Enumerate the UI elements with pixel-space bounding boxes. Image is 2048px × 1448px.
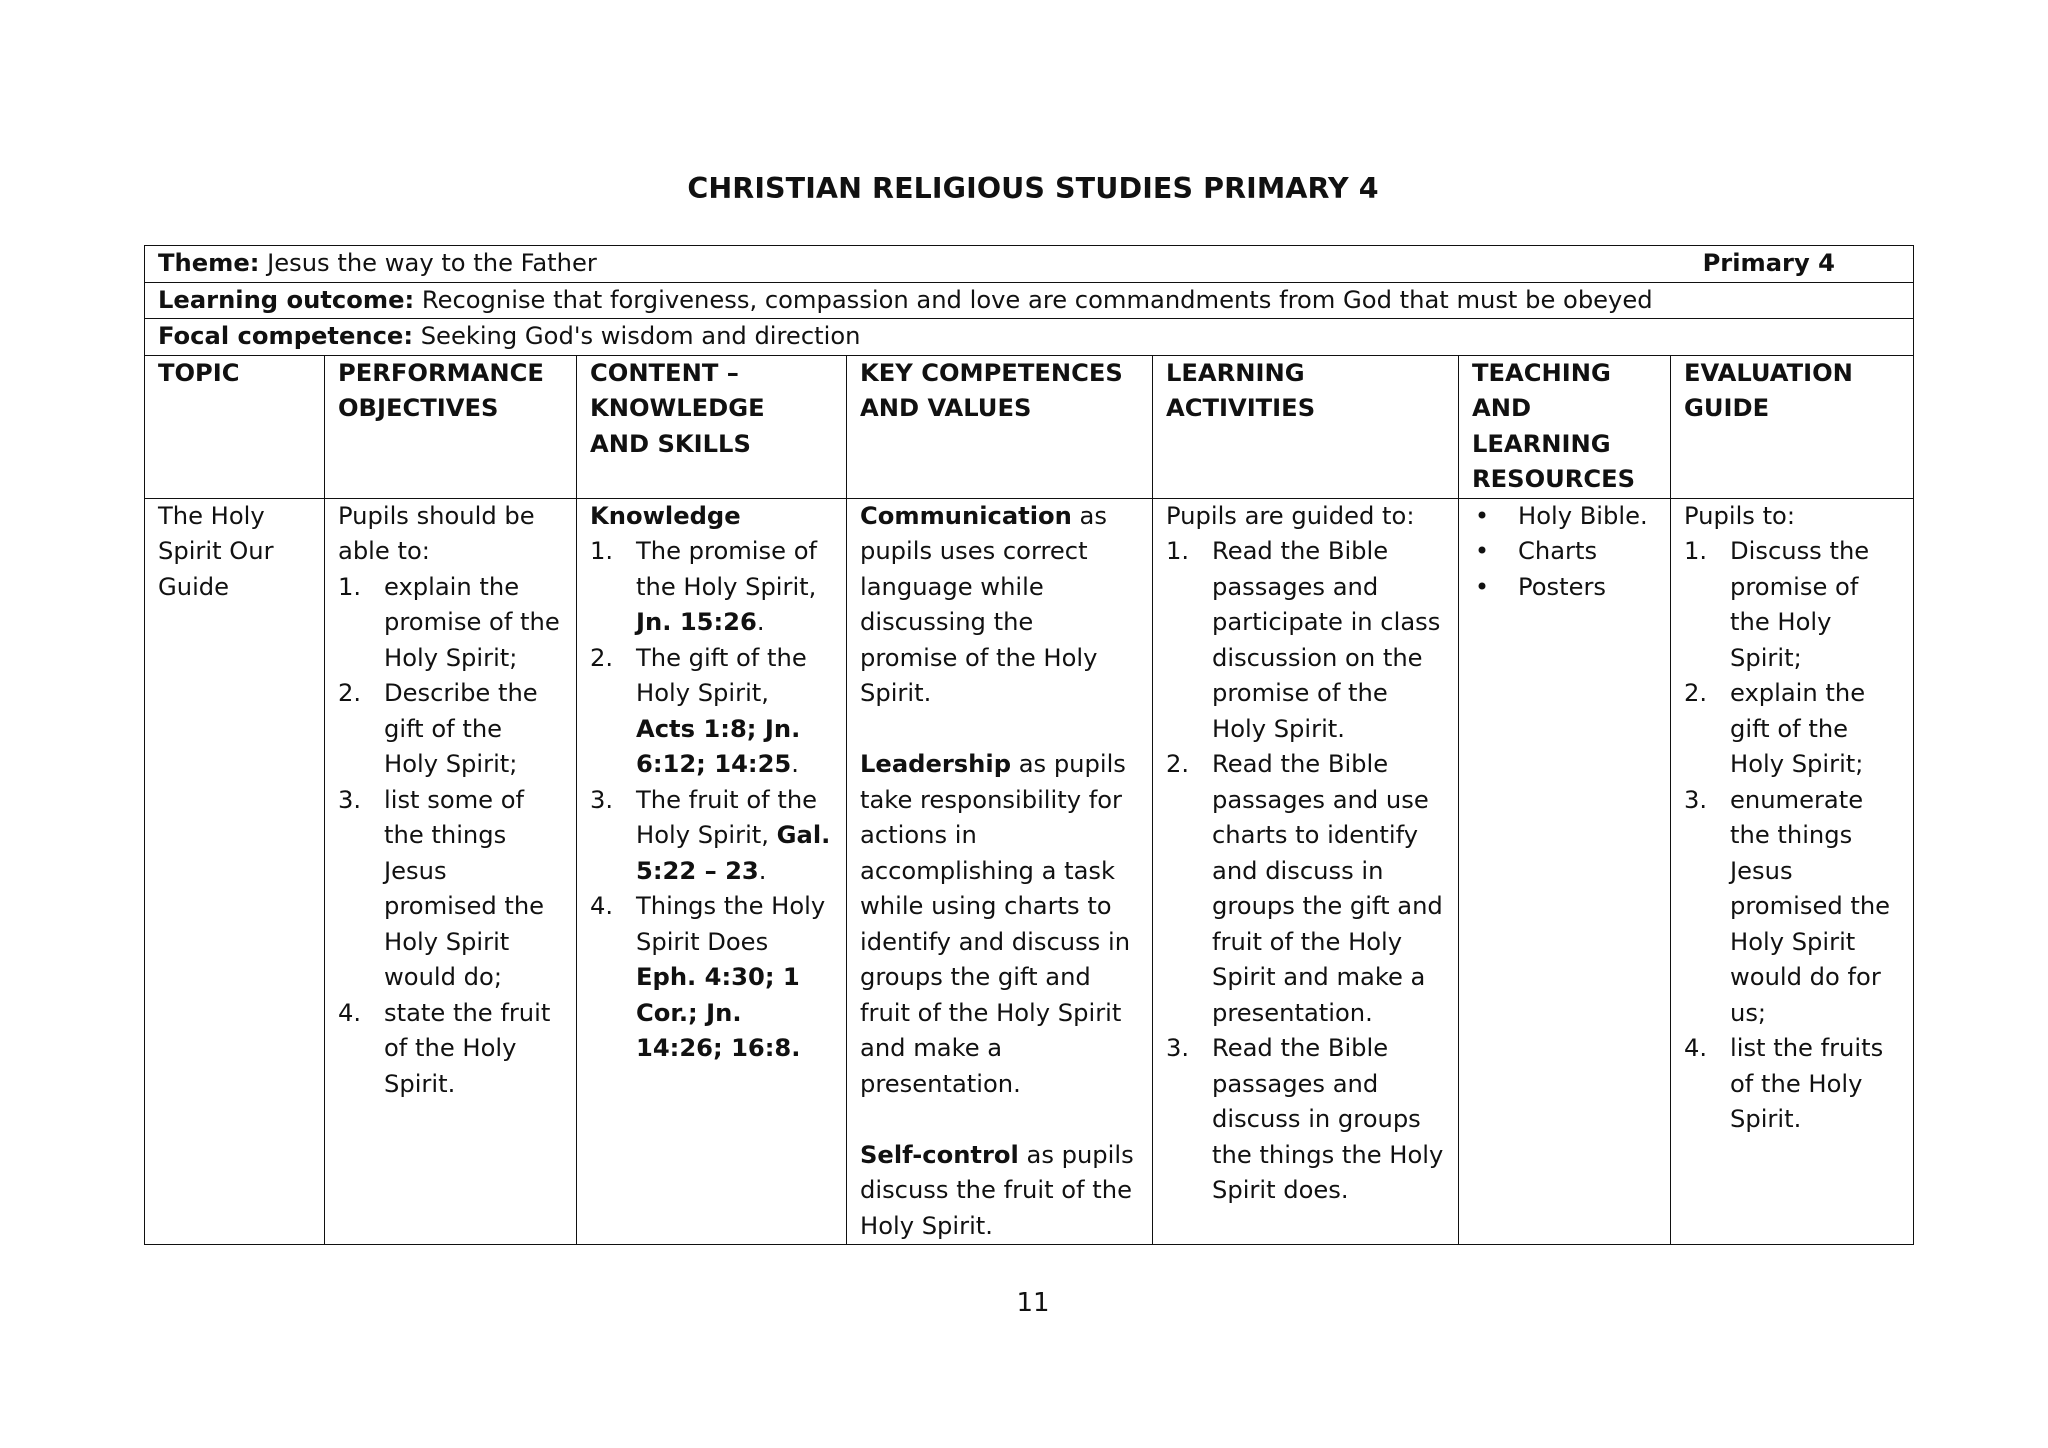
topic-cell: [145, 498, 325, 1245]
list-item: [1166, 747, 1444, 1031]
competence-term: Leadership: [860, 750, 1012, 778]
item-number: 3.: [1684, 785, 1708, 814]
list-item: [590, 534, 832, 641]
header-teaching-resources: TEACHING AND LEARNING RESOURCES: [1459, 355, 1671, 498]
learning-outcome-label: Learning outcome:: [158, 285, 415, 314]
content-cell: [577, 498, 847, 1245]
item-number: 4.: [1684, 1034, 1708, 1062]
header-evaluation-guide: EVALUATION GUIDE: [1671, 355, 1914, 498]
table-row: [145, 498, 1914, 1245]
evaluation-intro: Pupils to:: [1684, 501, 1796, 530]
header-topic: TOPIC: [145, 355, 325, 498]
bible-reference: Gal. 5:22 – 23: [636, 821, 831, 885]
learning-outcome-cell: [145, 282, 1914, 319]
item-text: Things the Holy Spirit Does: [636, 892, 826, 956]
item-number: 1.: [338, 572, 362, 601]
item-text: explain the promise of the Holy Spirit;: [384, 572, 560, 672]
item-text: list the fruits of the Holy Spirit.: [1730, 1034, 1884, 1133]
list-item: [338, 570, 562, 677]
bible-reference: Acts 1:8; Jn. 6:12; 14:25: [636, 714, 801, 778]
item-text: The promise of the Holy Spirit,: [636, 537, 818, 601]
competence-self-control: [860, 1138, 1138, 1245]
list-item: [1472, 570, 1656, 606]
header-key-competences: KEY COMPETENCES AND VALUES: [847, 355, 1153, 498]
list-item: [590, 641, 832, 783]
list-item: [338, 676, 562, 783]
item-text: enumerate the things Jesus promised the Holy Spirit would do for us;: [1730, 785, 1891, 1027]
list-item: [1472, 534, 1656, 570]
item-number: 3.: [1166, 1034, 1190, 1062]
item-number: 2.: [590, 643, 614, 672]
item-text: Read the Bible passages and participate in class discussion on the promise of the Holy Spirit.: [1212, 537, 1441, 743]
focal-competence-cell: [145, 319, 1914, 356]
learning-outcome-value: Recognise that forgiveness, compassion and love are commandments from God that must be obeyed: [414, 285, 1653, 314]
bible-reference: Eph. 4:30; 1 Cor.; Jn. 14:26; 16:8.: [636, 963, 801, 1062]
item-number: 2.: [338, 679, 362, 707]
objectives-intro: Pupils should be able to:: [338, 501, 535, 565]
activities-intro: Pupils are guided to:: [1166, 501, 1415, 530]
class-level-label: Primary 4: [1702, 249, 1835, 277]
theme-value: Jesus the way to the Father: [259, 249, 597, 277]
evaluation-guide-cell: [1671, 498, 1914, 1245]
list-item: [1166, 1031, 1444, 1209]
column-header-row: [145, 355, 1914, 498]
evaluation-list: [1684, 534, 1899, 1138]
item-number: 4.: [590, 892, 614, 920]
item-number: 1.: [590, 537, 614, 565]
bullet-icon: •: [1474, 572, 1490, 601]
item-number: 2.: [1166, 750, 1190, 778]
item-number: 4.: [338, 998, 362, 1027]
competence-term: Communication: [860, 501, 1072, 530]
knowledge-list: [590, 534, 832, 1067]
competence-term: Self-control: [860, 1140, 1019, 1169]
item-text: list some of the things Jesus promised the Holy Spirit would do;: [384, 785, 545, 991]
page-number: 11: [1016, 1288, 1050, 1318]
competence-leadership: [860, 747, 1138, 1102]
theme-cell: [145, 246, 1914, 283]
teaching-resources-cell: [1459, 498, 1671, 1245]
list-item: [1684, 1031, 1899, 1138]
item-number: 3.: [338, 785, 362, 814]
focal-competence-label: Focal competence:: [158, 322, 414, 350]
item-number: 1.: [1684, 537, 1708, 565]
bullet-icon: •: [1474, 501, 1490, 530]
competence-text: as pupils uses correct language while discussing the promise of the Holy Spirit.: [860, 501, 1107, 707]
theme-row: [145, 246, 1914, 283]
item-end: .: [756, 608, 765, 636]
header-content: CONTENT – KNOWLEDGE AND SKILLS: [577, 355, 847, 498]
learning-outcome-row: [145, 282, 1914, 319]
paragraph-gap: [860, 1102, 1138, 1138]
list-item: [338, 783, 562, 996]
knowledge-heading: Knowledge: [590, 501, 741, 530]
focal-competence-row: [145, 319, 1914, 356]
item-number: 1.: [1166, 537, 1190, 565]
learning-activities-cell: [1153, 498, 1459, 1245]
competence-communication: [860, 499, 1138, 712]
list-item: [1684, 783, 1899, 1032]
competence-text: as pupils discuss the fruit of the Holy Spirit.: [860, 1140, 1134, 1240]
focal-competence-value: Seeking God's wisdom and direction: [413, 322, 861, 350]
item-text: Read the Bible passages and discuss in groups the things the Holy Spirit does.: [1212, 1034, 1444, 1204]
document-title: CHRISTIAN RELIGIOUS STUDIES PRIMARY 4: [687, 172, 1379, 205]
item-text: The gift of the Holy Spirit,: [636, 643, 807, 707]
item-text: Read the Bible passages and use charts to identify and discuss in groups the gift and fruit of the Holy Spirit and make a presentation.: [1212, 750, 1443, 1027]
resources-list: [1472, 499, 1656, 606]
objectives-list: [338, 570, 562, 1103]
paragraph-gap: [860, 712, 1138, 748]
item-text: Charts: [1518, 537, 1598, 565]
item-end: .: [758, 856, 767, 885]
activities-list: [1166, 534, 1444, 1209]
item-text: explain the gift of the Holy Spirit;: [1730, 679, 1866, 778]
header-performance-objectives: PERFORMANCE OBJECTIVES: [325, 355, 577, 498]
bible-reference: Jn. 15:26: [636, 608, 757, 636]
item-text: Describe the gift of the Holy Spirit;: [384, 679, 538, 778]
bullet-icon: •: [1474, 537, 1490, 565]
list-item: [1472, 499, 1656, 535]
item-text: Discuss the promise of the Holy Spirit;: [1730, 537, 1870, 672]
theme-label: Theme:: [158, 249, 260, 277]
item-number: 2.: [1684, 679, 1708, 707]
header-learning-activities: LEARNING ACTIVITIES: [1153, 355, 1459, 498]
item-end: .: [791, 750, 799, 778]
key-competences-cell: [847, 498, 1153, 1245]
item-text: The fruit of the Holy Spirit,: [636, 785, 818, 849]
list-item: [590, 783, 832, 890]
list-item: [1166, 534, 1444, 747]
topic-text: The Holy Spirit Our Guide: [158, 501, 274, 601]
list-item: [338, 996, 562, 1103]
competence-text: as pupils take responsibility for actions in accomplishing a task while using charts to identify and discuss in groups the gift and fruit of the Holy Spirit and make a presentation.: [860, 750, 1131, 1098]
item-text: Holy Bible.: [1518, 501, 1648, 530]
list-item: [1684, 534, 1899, 676]
item-text: Posters: [1518, 572, 1607, 601]
performance-objectives-cell: [325, 498, 577, 1245]
item-text: state the fruit of the Holy Spirit.: [384, 998, 551, 1098]
scheme-of-work-table: [144, 245, 1914, 1245]
item-number: 3.: [590, 785, 614, 814]
list-item: [1684, 676, 1899, 783]
list-item: [590, 889, 832, 1067]
